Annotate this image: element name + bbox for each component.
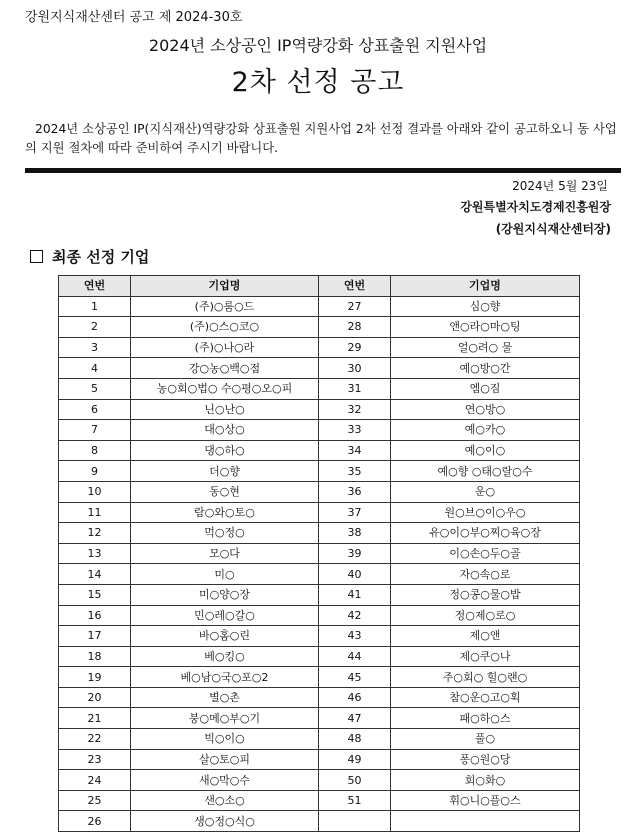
company-name-right: 제○쿠○나 [391,646,580,667]
row-number-left: 4 [59,358,131,379]
table-row [59,564,580,585]
selected-companies-table [58,275,580,832]
company-name-right: 회○화○ [391,770,580,791]
company-name-left: 닌○난○ [131,399,319,420]
row-number-left: 23 [59,749,131,770]
row-number-right: 49 [319,749,391,770]
company-name-left: 미○ [131,564,319,585]
table-row [59,461,580,482]
table-row [59,605,580,626]
row-number-right: 27 [319,296,391,317]
company-name-right: 주○회○ 힐○랜○ [391,667,580,688]
row-number-right: 36 [319,481,391,502]
table-row [59,749,580,770]
table-row [59,646,580,667]
row-number-left: 10 [59,481,131,502]
table-row [59,729,580,750]
section-title: 최종 선정 기업 [52,248,150,266]
table-row [59,440,580,461]
row-number-right: 43 [319,626,391,647]
company-name-right: 정○제○로○ [391,605,580,626]
row-number-right: 41 [319,584,391,605]
divider-rule [25,168,621,173]
company-name-right: 예○향 ○태○랄○수 [391,461,580,482]
row-number-left: 21 [59,708,131,729]
company-name-right: 예○방○간 [391,358,580,379]
company-name-right: 앤○라○마○팅 [391,317,580,338]
row-number-right: 37 [319,502,391,523]
company-name-left: 생○정○식○ [131,811,319,832]
table-body [59,296,580,831]
company-name-right: 자○속○로 [391,564,580,585]
company-name-right: 연○방○ [391,399,580,420]
row-number-right: 29 [319,337,391,358]
company-name-right: 운○ [391,481,580,502]
notice-number: 강원지식재산센터 공고 제 2024-30호 [25,10,243,25]
row-number-right: 38 [319,523,391,544]
company-name-left: 바○홈○린 [131,626,319,647]
row-number-left: 6 [59,399,131,420]
row-number-left: 8 [59,440,131,461]
table-row [59,770,580,791]
company-name-left: 대○상○ [131,420,319,441]
document-title: 2차 선정 공고 [231,67,405,98]
table-row [59,296,580,317]
table-row [59,358,580,379]
row-number-left: 25 [59,790,131,811]
issuer-name: 강원특별자치도경제진흥원장 [460,200,611,214]
company-name-right: 패○하○스 [391,708,580,729]
row-number-left: 22 [59,729,131,750]
row-number-right: 40 [319,564,391,585]
row-number-left: 20 [59,687,131,708]
row-number-left: 13 [59,543,131,564]
row-number-right: 51 [319,790,391,811]
company-name-right: 풀○ [391,729,580,750]
table-row [59,790,580,811]
header-company-left: 기업명 [131,276,319,297]
company-name-right [391,811,580,832]
company-name-left: 더○향 [131,461,319,482]
table-row [59,811,580,832]
issuer-subtitle: (강원지식재산센터장) [495,222,611,236]
row-number-right: 33 [319,420,391,441]
company-name-right: 얼○려○ 물 [391,337,580,358]
company-name-left: (주)○나○라 [131,337,319,358]
company-name-left: 람○와○토○ [131,502,319,523]
row-number-left: 14 [59,564,131,585]
company-name-left: 농○회○법○ 수○평○오○피 [131,378,319,399]
table-row [59,708,580,729]
row-number-left: 12 [59,523,131,544]
row-number-left: 11 [59,502,131,523]
company-name-right: 엠○짐 [391,378,580,399]
row-number-left: 24 [59,770,131,791]
row-number-left: 26 [59,811,131,832]
row-number-right: 45 [319,667,391,688]
row-number-left: 3 [59,337,131,358]
table-row [59,543,580,564]
company-name-left: 댕○하○ [131,440,319,461]
company-name-left: 모○다 [131,543,319,564]
row-number-left: 9 [59,461,131,482]
table-row [59,626,580,647]
company-name-left: 미○양○장 [131,584,319,605]
row-number-right: 48 [319,729,391,750]
company-name-right: 심○향 [391,296,580,317]
company-name-left: (주)○스○코○ [131,317,319,338]
company-name-left: 별○촌 [131,687,319,708]
row-number-left: 19 [59,667,131,688]
company-name-left: 먹○정○ [131,523,319,544]
company-name-right: 휘○니○플○스 [391,790,580,811]
table-header-row [59,276,580,297]
company-name-left: 베○남○국○포○2 [131,667,319,688]
row-number-left: 16 [59,605,131,626]
company-name-left: 강○농○백○점 [131,358,319,379]
row-number-left: 5 [59,378,131,399]
table-row [59,481,580,502]
company-name-left: 베○킹○ [131,646,319,667]
company-name-left: 샌○소○ [131,790,319,811]
table-row [59,317,580,338]
company-name-right: 예○이○ [391,440,580,461]
company-name-right: 참○운○고○획 [391,687,580,708]
row-number-right: 39 [319,543,391,564]
company-name-right: 정○콩○물○밥 [391,584,580,605]
table-row [59,667,580,688]
company-name-left: 민○레○갈○ [131,605,319,626]
row-number-right: 50 [319,770,391,791]
table-row [59,502,580,523]
notice-date: 2024년 5월 23일 [512,179,608,193]
company-name-right: 퐁○원○당 [391,749,580,770]
table-row [59,399,580,420]
row-number-right: 46 [319,687,391,708]
row-number-right: 32 [319,399,391,420]
row-number-left: 1 [59,296,131,317]
square-bullet-icon [30,250,43,263]
row-number-right: 31 [319,378,391,399]
table-row [59,584,580,605]
company-name-left: (주)○룸○드 [131,296,319,317]
row-number-right: 34 [319,440,391,461]
intro-paragraph: 2024년 소상공인 IP(지식재산)역량강화 상표출원 지원사업 2차 선정 결과를 아래와 같이 공고하오니 동 사업의 지원 절차에 따라 준비하여 주시기 바랍니다. [25,122,617,155]
row-number-right: 35 [319,461,391,482]
table-row [59,420,580,441]
row-number-left: 7 [59,420,131,441]
company-name-right: 제○앤 [391,626,580,647]
company-name-left: 살○토○피 [131,749,319,770]
section-heading [30,246,149,267]
row-number-right: 28 [319,317,391,338]
row-number-right: 47 [319,708,391,729]
company-name-left: 새○막○수 [131,770,319,791]
company-name-left: 동○현 [131,481,319,502]
company-name-right: 예○카○ [391,420,580,441]
row-number-left: 2 [59,317,131,338]
header-company-right: 기업명 [391,276,580,297]
row-number-right [319,811,391,832]
company-name-right: 원○브○이○우○ [391,502,580,523]
row-number-left: 17 [59,626,131,647]
row-number-left: 18 [59,646,131,667]
table-row [59,378,580,399]
row-number-right: 44 [319,646,391,667]
company-name-left: 붕○메○부○기 [131,708,319,729]
header-number-right: 연번 [319,276,391,297]
row-number-right: 42 [319,605,391,626]
row-number-left: 15 [59,584,131,605]
row-number-right: 30 [319,358,391,379]
company-name-right: 이○손○두○골 [391,543,580,564]
header-number-left: 연번 [59,276,131,297]
table-row [59,687,580,708]
table-row [59,523,580,544]
company-name-left: 빅○이○ [131,729,319,750]
table-row [59,337,580,358]
company-name-right: 유○이○부○찌○육○장 [391,523,580,544]
document-subtitle: 2024년 소상공인 IP역량강화 상표출원 지원사업 [148,36,488,55]
